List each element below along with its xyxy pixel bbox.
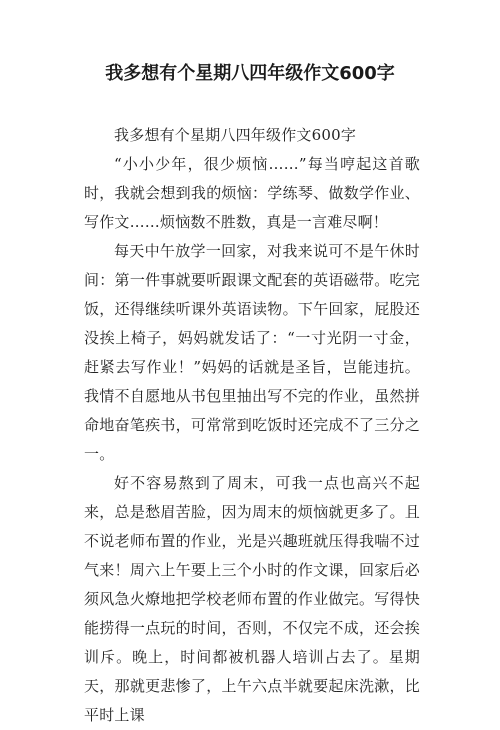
article-body [84,121,420,730]
article-paragraph: 每天中午放学一回家，对我来说可不是午休时间：第一件事就要听跟课文配套的英语磁带。吃完饭，还得继续听课外英语读物。下午回家，屁股还没挨上椅子，妈妈就发话了：“一寸光阴一寸金，赶紧去写作业！”妈妈的话就是圣旨，岂能违抗。我情不自愿地从书包里抽出写不完的作业，虽然拼命地奋笔疾书，可常常到吃饭时还完成不了三分之一。 [84,242,420,463]
article-paragraph: “小小少年，很少烦恼……”每当哼起这首歌时，我就会想到我的烦恼：学练琴、做数学作业、写作文……烦恼数不胜数，真是一言难尽啊！ [84,155,420,231]
article-paragraph: 好不容易熬到了周末，可我一点也高兴不起来，总是愁眉苦脸，因为周末的烦恼就更多了。且不说老师布置的作业，光是兴趣班就压得我喘不过气来！周六上午要上三个小时的作文课，回家后必须风急火燎地把学校老师布置的作业做完。写得快能捞得一点玩的时间，否则，不仅完不成，还会挨训斥。晚上，时间都被机器人培训占去了。星期天，那就更悲惨了，上午六点半就要起床洗漱，比平时上课 [84,474,420,724]
article-paragraph: 我多想有个星期八四年级作文600字 [114,126,357,144]
page-title: 我多想有个星期八四年级作文600字 [105,63,395,84]
